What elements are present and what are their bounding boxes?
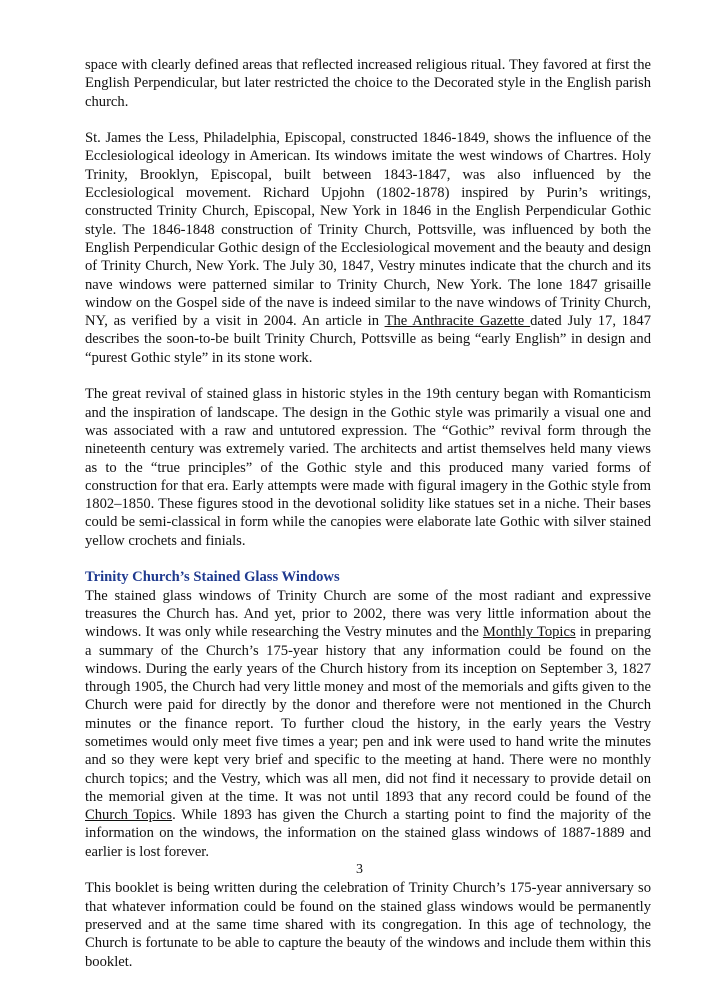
paragraph-text: space with clearly defined areas that reflected increased religious ritual. They favored at first the English Perpendicular, but later restricted the choice to the Decorated style in the English parish church. [85, 57, 651, 110]
paragraph-american-churches [85, 129, 651, 367]
publication-title-church-topics: Church Topics [85, 807, 173, 824]
paragraph-text: St. James the Less, Philadelphia, Episcopal, constructed 1846-1849, shows the influence of the Ecclesiological ideology in American. Its windows imitate the west windows of Chartres. Holy Trinity, Brooklyn, Episcopal, built between 1843-1847, was also influenced by the Ecclesiological movement. Richard Upjohn (1802-1878) inspired by Purin’s writings, constructed Trinity Church, Episcopal, New York in 1846 in the English Perpendicular Gothic style. The 1846-1848 construction of Trinity Church, Pottsville, was influenced by both the English Perpendicular Gothic design of the Ecclesiological movement and the beauty and design of Trinity Church, New York. The July 30, 1847, Vestry minutes indicate that the church and its nave windows were patterned similar to Trinity Church, New York. The lone 1847 grisaille window on the Gospel side of the nave is indeed similar to the nave windows of Trinity Church, NY, as verified by a visit in 2004. An article in [85, 130, 651, 330]
page-number: 3 [356, 862, 363, 877]
paragraph-text: . While 1893 has given the Church a starting point to find the majority of the information on the windows, the information on the stained glass windows of 1887-1889 and earlier is lost forever. [85, 807, 651, 860]
paragraph-text: This booklet is being written during the celebration of Trinity Church’s 175-year anniversary so that whatever information could be found on the stained glass windows would be permanently preserved and at the same time shared with its congregation. In this age of technology, the Church is fortunate to be able to capture the beauty of the windows and include them within this booklet. [85, 880, 651, 970]
paragraph-gothic-revival [85, 385, 651, 550]
paragraph-booklet-purpose [85, 879, 651, 970]
newspaper-title: The Anthracite Gazette [384, 313, 531, 330]
paragraph-text: in preparing a summary of the Church’s 175-year history that any information could be found on the windows. During the early years of the Church history from its inception on September 3, 1827 through 1905, the Church had very little money and most of the memorials and gifts given to the Church were paid for directly by the donor and therefore were not mentioned in the Church minutes or the finance report. To further cloud the history, in the early years the Vestry sometimes would only meet five times a year; pen and ink were used to hand write the minutes and so they were kept very brief and specific to the meeting at hand. There were no monthly church topics; and the Vestry, which was all men, did not find it necessary to provide detail on the memorial given at the time. It was not until 1893 that any record could be found of the [85, 624, 651, 805]
body-text [85, 56, 651, 989]
paragraph-text: The stained glass windows of Trinity Church are some of the most radiant and expressive treasures the Church has. And yet, prior to 2002, there was very little information about the windows. It was only while researching the Vestry minutes and the [85, 587, 651, 641]
paragraph-trinity-windows [85, 587, 651, 861]
paragraph-ecclesiological-space [85, 56, 651, 111]
publication-title-monthly-topics: Monthly Topics [482, 624, 576, 641]
paragraph-text: The great revival of stained glass in historic styles in the 19th century began with Romanticism and the inspiration of landscape. The design in the Gothic style was primarily a visual one and was associated with a raw and untutored expression. The “Gothic” revival form through the nineteenth century was extremely varied. The architects and artist themselves held many views as to the “true principles” of the Gothic style and this produced many varied forms of construction for that era. Early attempts were made with figural imagery in the Gothic style from 1802–1850. These figures stood in the devotional solidity like statues set in a niche. Their bases could be semi-classical in form while the canopies were elaborate late Gothic with silver stained yellow crochets and finials. [85, 386, 651, 549]
paragraph-text: dated July 17, 1847 describes the soon-to-be built Trinity Church, Pottsville as being “early English” in design and “purest Gothic style” in its stone work. [85, 313, 651, 366]
section-heading: Trinity Church’s Stained Glass Windows [85, 569, 340, 586]
